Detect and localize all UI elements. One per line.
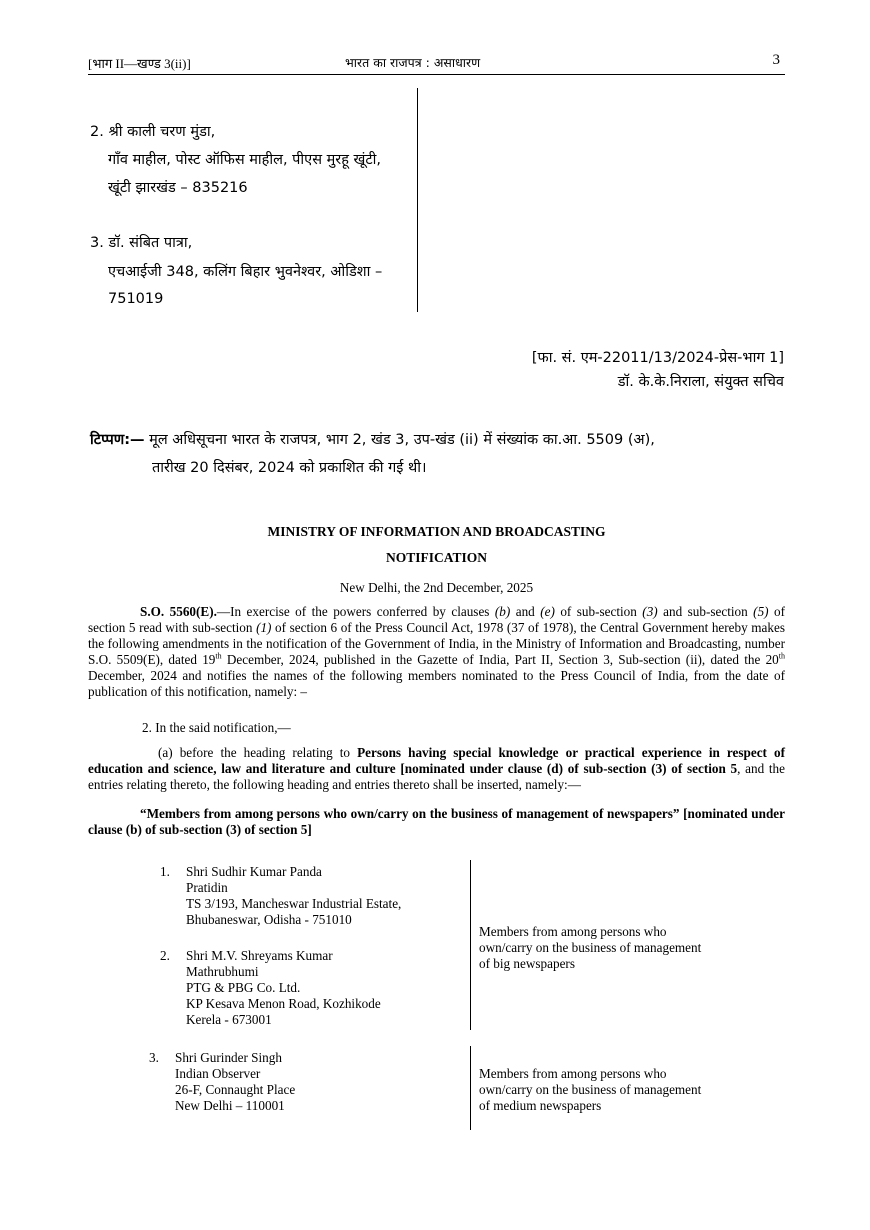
note: [90, 426, 730, 454]
hindi-member-2: [90, 118, 215, 146]
hindi-member-address-line: एचआईजी 348, कलिंग बिहार भुवनेश्वर, ओडिशा –: [108, 264, 383, 280]
para-clause: (5): [753, 604, 769, 619]
member-line: TS 3/193, Mancheswar Industrial Estate,: [186, 896, 402, 911]
para-text: and sub-section: [657, 604, 754, 619]
para-text: —In exercise of the powers conferred by clauses: [216, 604, 495, 619]
place-date: New Delhi, the 2nd December, 2025: [339, 580, 534, 595]
member-line: KP Kesava Menon Road, Kozhikode: [186, 996, 381, 1011]
member-category: [479, 1066, 701, 1114]
note-label: टिप्पण:—: [90, 432, 145, 448]
member-entry: [175, 1050, 295, 1114]
member-line: Bhubaneswar, Odisha - 751010: [186, 912, 352, 927]
ordinal-suffix: th: [215, 651, 222, 661]
member-line: Shri M.V. Shreyams Kumar: [186, 948, 333, 963]
para-text: of section 5 read with sub-section: [88, 604, 786, 635]
file-reference: [फा. सं. एम-22011/13/2024-प्रेस-भाग 1]: [531, 350, 784, 366]
hindi-member-address-line: गाँव माहील, पोस्ट ऑफिस माहील, पीएस मुरहू खूंटी,: [108, 152, 382, 168]
member-number: 3.: [149, 1050, 159, 1065]
para-text: December, 2024 and notifies the names of the following members nominated to the Press Council of India, from the date of publication of this notification, namely: –: [88, 668, 785, 699]
category-line: Members from among persons who: [479, 924, 667, 939]
member-entry: [186, 948, 381, 1028]
ordinal-suffix: th: [778, 651, 785, 661]
member-number: 1.: [160, 864, 170, 879]
note-line-2: तारीख 20 दिसंबर, 2024 को प्रकाशित की गई थी।: [152, 460, 427, 476]
notification-title: NOTIFICATION: [385, 550, 487, 565]
header-rule: [88, 74, 785, 75]
category-line: of medium newspapers: [479, 1098, 602, 1113]
member-number: 2.: [160, 948, 170, 963]
page-number: 3: [772, 52, 780, 68]
para-text: of section 6 of the Press Council Act, 1978 (37 of 1978), the Central Government hereby makes the following amendments in the notification of the Government of India, in the Ministry of Information and Broadcasting, number S.O. 5509(E), dated 19: [88, 620, 785, 667]
header-gazette-title: भारत का राजपत्र : असाधारण: [345, 55, 481, 70]
table-column-divider: [417, 88, 418, 312]
notification-paragraph-3: [88, 745, 785, 793]
member-line: Shri Sudhir Kumar Panda: [186, 864, 322, 879]
para-text: of sub-section: [554, 604, 643, 619]
hindi-member-name: श्री काली चरण मुंडा,: [108, 124, 216, 140]
member-line: Indian Observer: [175, 1066, 261, 1081]
para-bold-heading: Persons having special knowledge or practical experience in respect of education and science, law and literature and culture [nominated under clause (d) of sub-section (3) of section 5: [88, 745, 785, 776]
category-line: Members from among persons who: [479, 1066, 667, 1081]
para-clause: (e): [540, 604, 555, 619]
member-line: PTG & PBG Co. Ltd.: [186, 980, 301, 995]
member-line: Shri Gurinder Singh: [175, 1050, 282, 1065]
para-clause: (b): [494, 604, 511, 619]
notification-paragraph-2: 2. In the said notification,—: [142, 720, 291, 735]
so-number: S.O. 5560(E).: [140, 604, 217, 619]
inserted-heading: “Members from among persons who own/carry on the business of management of newspapers” [nominated under clause (b) of sub-section (3) of section 5]: [88, 806, 785, 837]
hindi-member-3: [90, 229, 192, 257]
para-clause: (3): [642, 604, 658, 619]
hindi-member-name: डॉ. संबित पात्रा,: [108, 235, 193, 251]
member-line: Pratidin: [186, 880, 228, 895]
member-category: [479, 924, 701, 972]
member-line: New Delhi – 110001: [175, 1098, 285, 1113]
para-text: December, 2024, published in the Gazette of India, Part II, Section 3, Sub-section (ii), dated the 20: [221, 652, 779, 667]
category-line: of big newspapers: [479, 956, 575, 971]
table-column-divider: [470, 1046, 471, 1130]
hindi-member-address-line: खूंटी झारखंड – 835216: [108, 180, 248, 196]
member-line: 26-F, Connaught Place: [175, 1082, 296, 1097]
para-text: (a) before the heading relating to: [158, 745, 358, 760]
note-line-1: मूल अधिसूचना भारत के राजपत्र, भाग 2, खंड 3, उप-खंड (ii) में संख्यांक का.आ. 5509 (अ),: [149, 432, 655, 448]
hindi-member-address-line: 751019: [108, 291, 164, 307]
hindi-member-number: 3.: [90, 235, 104, 251]
member-entry: [186, 864, 401, 928]
member-line: Kerela - 673001: [186, 1012, 272, 1027]
para-text: , and the entries relating thereto, the following heading and entries thereto shall be inserted, namely:—: [88, 761, 785, 792]
ministry-heading: MINISTRY OF INFORMATION AND BROADCASTING: [267, 524, 606, 539]
para-text: and: [510, 604, 541, 619]
notification-paragraph-1: [88, 604, 785, 700]
signatory: डॉ. के.के.निराला, संयुक्त सचिव: [617, 374, 784, 390]
para-clause: (1): [256, 620, 272, 635]
table-column-divider: [470, 860, 471, 1030]
category-line: own/carry on the business of management: [479, 940, 702, 955]
hindi-member-number: 2.: [90, 124, 104, 140]
member-line: Mathrubhumi: [186, 964, 259, 979]
header-part-label: [भाग II—खण्ड 3(ii)]: [88, 56, 191, 71]
category-line: own/carry on the business of management: [479, 1082, 702, 1097]
